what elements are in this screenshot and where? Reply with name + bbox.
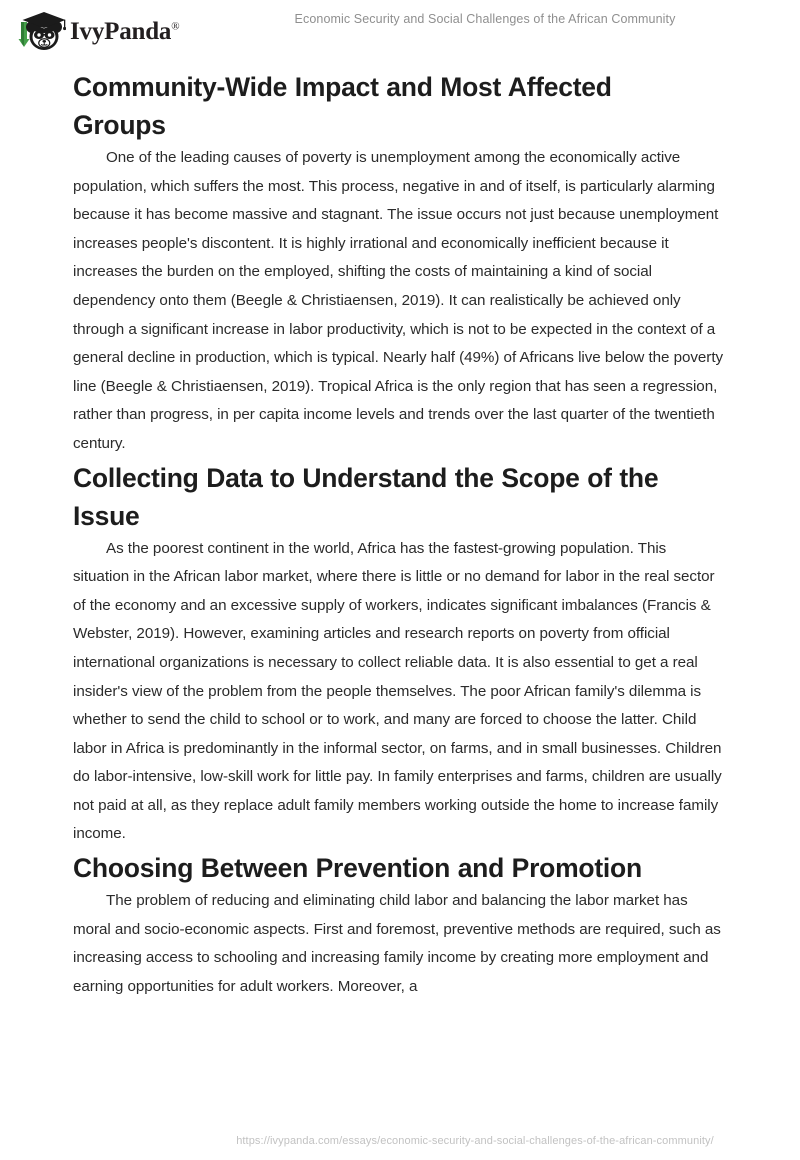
section-heading-collecting-data: Collecting Data to Understand the Scope of the Issue: [73, 462, 659, 531]
footer-source-url[interactable]: https://ivypanda.com/essays/economic-security-and-social-challenges-of-the-african-community/: [236, 1135, 714, 1147]
brand-name: IvyPanda®: [70, 17, 180, 45]
page-header: [0, 0, 800, 58]
section-paragraph-collecting-data: As the poorest continent in the world, Africa has the fastest-growing population. This situation in the African labor market, where there is little or no demand for labor in the real sector of the economy and an excessive supply of workers, indicates significant imbalances (Francis & Webster, 2019). However, examining articles and research reports on poverty from official international organizations is necessary to collect reliable data. It is also essential to get a real insider's view of the problem from the people themselves. The poor African family's dilemma is whether to send the child to school or to work, and many are forced to choose the latter. Child labor in Africa is predominantly in the informal sector, on farms, and in small businesses. Children do labor-intensive, low-skill work for little pay. In family enterprises and farms, children are usually not paid at all, as they replace adult family members working outside the home to increase family income.: [73, 539, 722, 843]
document-body: [73, 68, 726, 1001]
trademark-symbol: ®: [171, 20, 180, 33]
section-heading-community-wide-impact: Community-Wide Impact and Most Affected Groups: [73, 72, 612, 140]
document-title: Economic Security and Social Challenges of the African Community: [294, 12, 676, 26]
page-footer: [0, 1131, 800, 1149]
section-paragraph-choosing-between: The problem of reducing and eliminating child labor and balancing the labor market has moral and socio-economic aspects. First and foremost, preventive methods are required, such as increasing access to schooling and increasing family income by creating more employment and earning opportunities for adult workers. Moreover, a: [73, 892, 721, 995]
section-heading-choosing-between: Choosing Between Prevention and Promotion: [73, 853, 642, 884]
section-paragraph-community-wide-impact: One of the leading causes of poverty is unemployment among the economically active population, which suffers the most. This process, negative in and of itself, is particularly alarming because it has become massive and stagnant. The issue occurs not just because unemployment increases people's discontent. It is highly irrational and economically inefficient because it increases the burden on the employed, shifting the costs of maintaining a kind of social dependency onto them (Beegle & Christiaensen, 2019). It can realistically be achieved only through a significant increase in labor productivity, which is not to be expected in the context of a general decline in production, which is typical. Nearly half (49%) of Africans live below the poverty line (Beegle & Christiaensen, 2019). Tropical Africa is the only region that has seen a regression, rather than progress, in per capita income levels and trends over the last quarter of the twentieth century.: [73, 149, 724, 452]
